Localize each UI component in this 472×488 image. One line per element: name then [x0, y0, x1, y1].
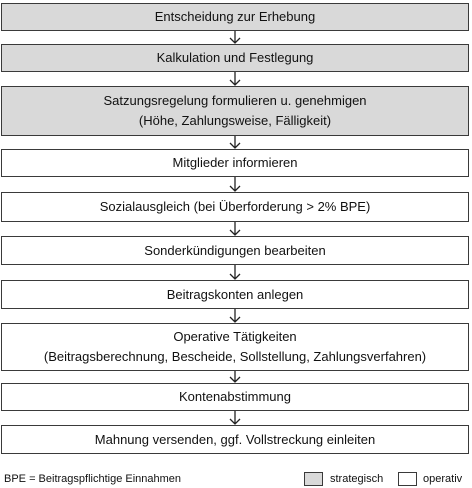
step-box-4	[1, 149, 469, 177]
step-label-7-line-1: Beitragskonten anlegen	[166, 286, 304, 302]
footnote: BPE = Beitragspflichtige Einnahmen	[4, 473, 182, 485]
flow-arrow-2	[227, 72, 243, 86]
step-box-3	[1, 86, 469, 136]
flow-arrow-5	[227, 222, 243, 236]
step-box-5	[1, 192, 469, 222]
flow-arrow-1	[227, 31, 243, 44]
step-label-8-line-1: Operative Tätigkeiten	[173, 329, 297, 344]
flow-arrow-8	[227, 371, 243, 383]
step-label-1-line-1: Entscheidung zur Erhebung	[154, 9, 316, 24]
legend-label-strategic: strategisch	[330, 473, 384, 485]
step-label-10-line-1: Mahnung versenden, ggf. Vollstreckung einleiten	[94, 431, 376, 447]
step-box-9	[1, 383, 469, 411]
flow-arrow-4	[227, 177, 243, 192]
legend-label-operative: operativ	[423, 473, 463, 485]
step-label-4-line-1: Mitglieder informieren	[172, 155, 298, 170]
step-box-10	[1, 425, 469, 454]
step-label-5-line-1: Sozialausgleich (bei Überforderung > 2% BPE)	[99, 199, 371, 214]
legend-swatch-strategic	[304, 472, 323, 486]
step-label-8-line-2: (Beitragsberechnung, Bescheide, Sollstellung, Zahlungsverfahren)	[43, 349, 427, 364]
step-label-3-line-1: Satzungsregelung formulieren u. genehmigen	[103, 93, 367, 108]
step-box-2	[1, 44, 469, 72]
step-label-3-line-2: (Höhe, Zahlungsweise, Fälligkeit)	[138, 113, 332, 128]
step-box-7	[1, 280, 469, 309]
flow-arrow-9	[227, 411, 243, 425]
step-box-6	[1, 236, 469, 265]
legend-swatch-operative	[398, 472, 417, 486]
flow-arrow-6	[227, 265, 243, 280]
step-label-6-line-1: Sonderkündigungen bearbeiten	[144, 242, 326, 258]
step-box-1	[1, 3, 469, 31]
flow-arrow-3	[227, 136, 243, 149]
step-box-8	[1, 323, 469, 371]
step-label-9-line-1: Kontenabstimmung	[178, 389, 291, 404]
step-label-2-line-1: Kalkulation und Festlegung	[156, 50, 314, 65]
flow-arrow-7	[227, 309, 243, 323]
